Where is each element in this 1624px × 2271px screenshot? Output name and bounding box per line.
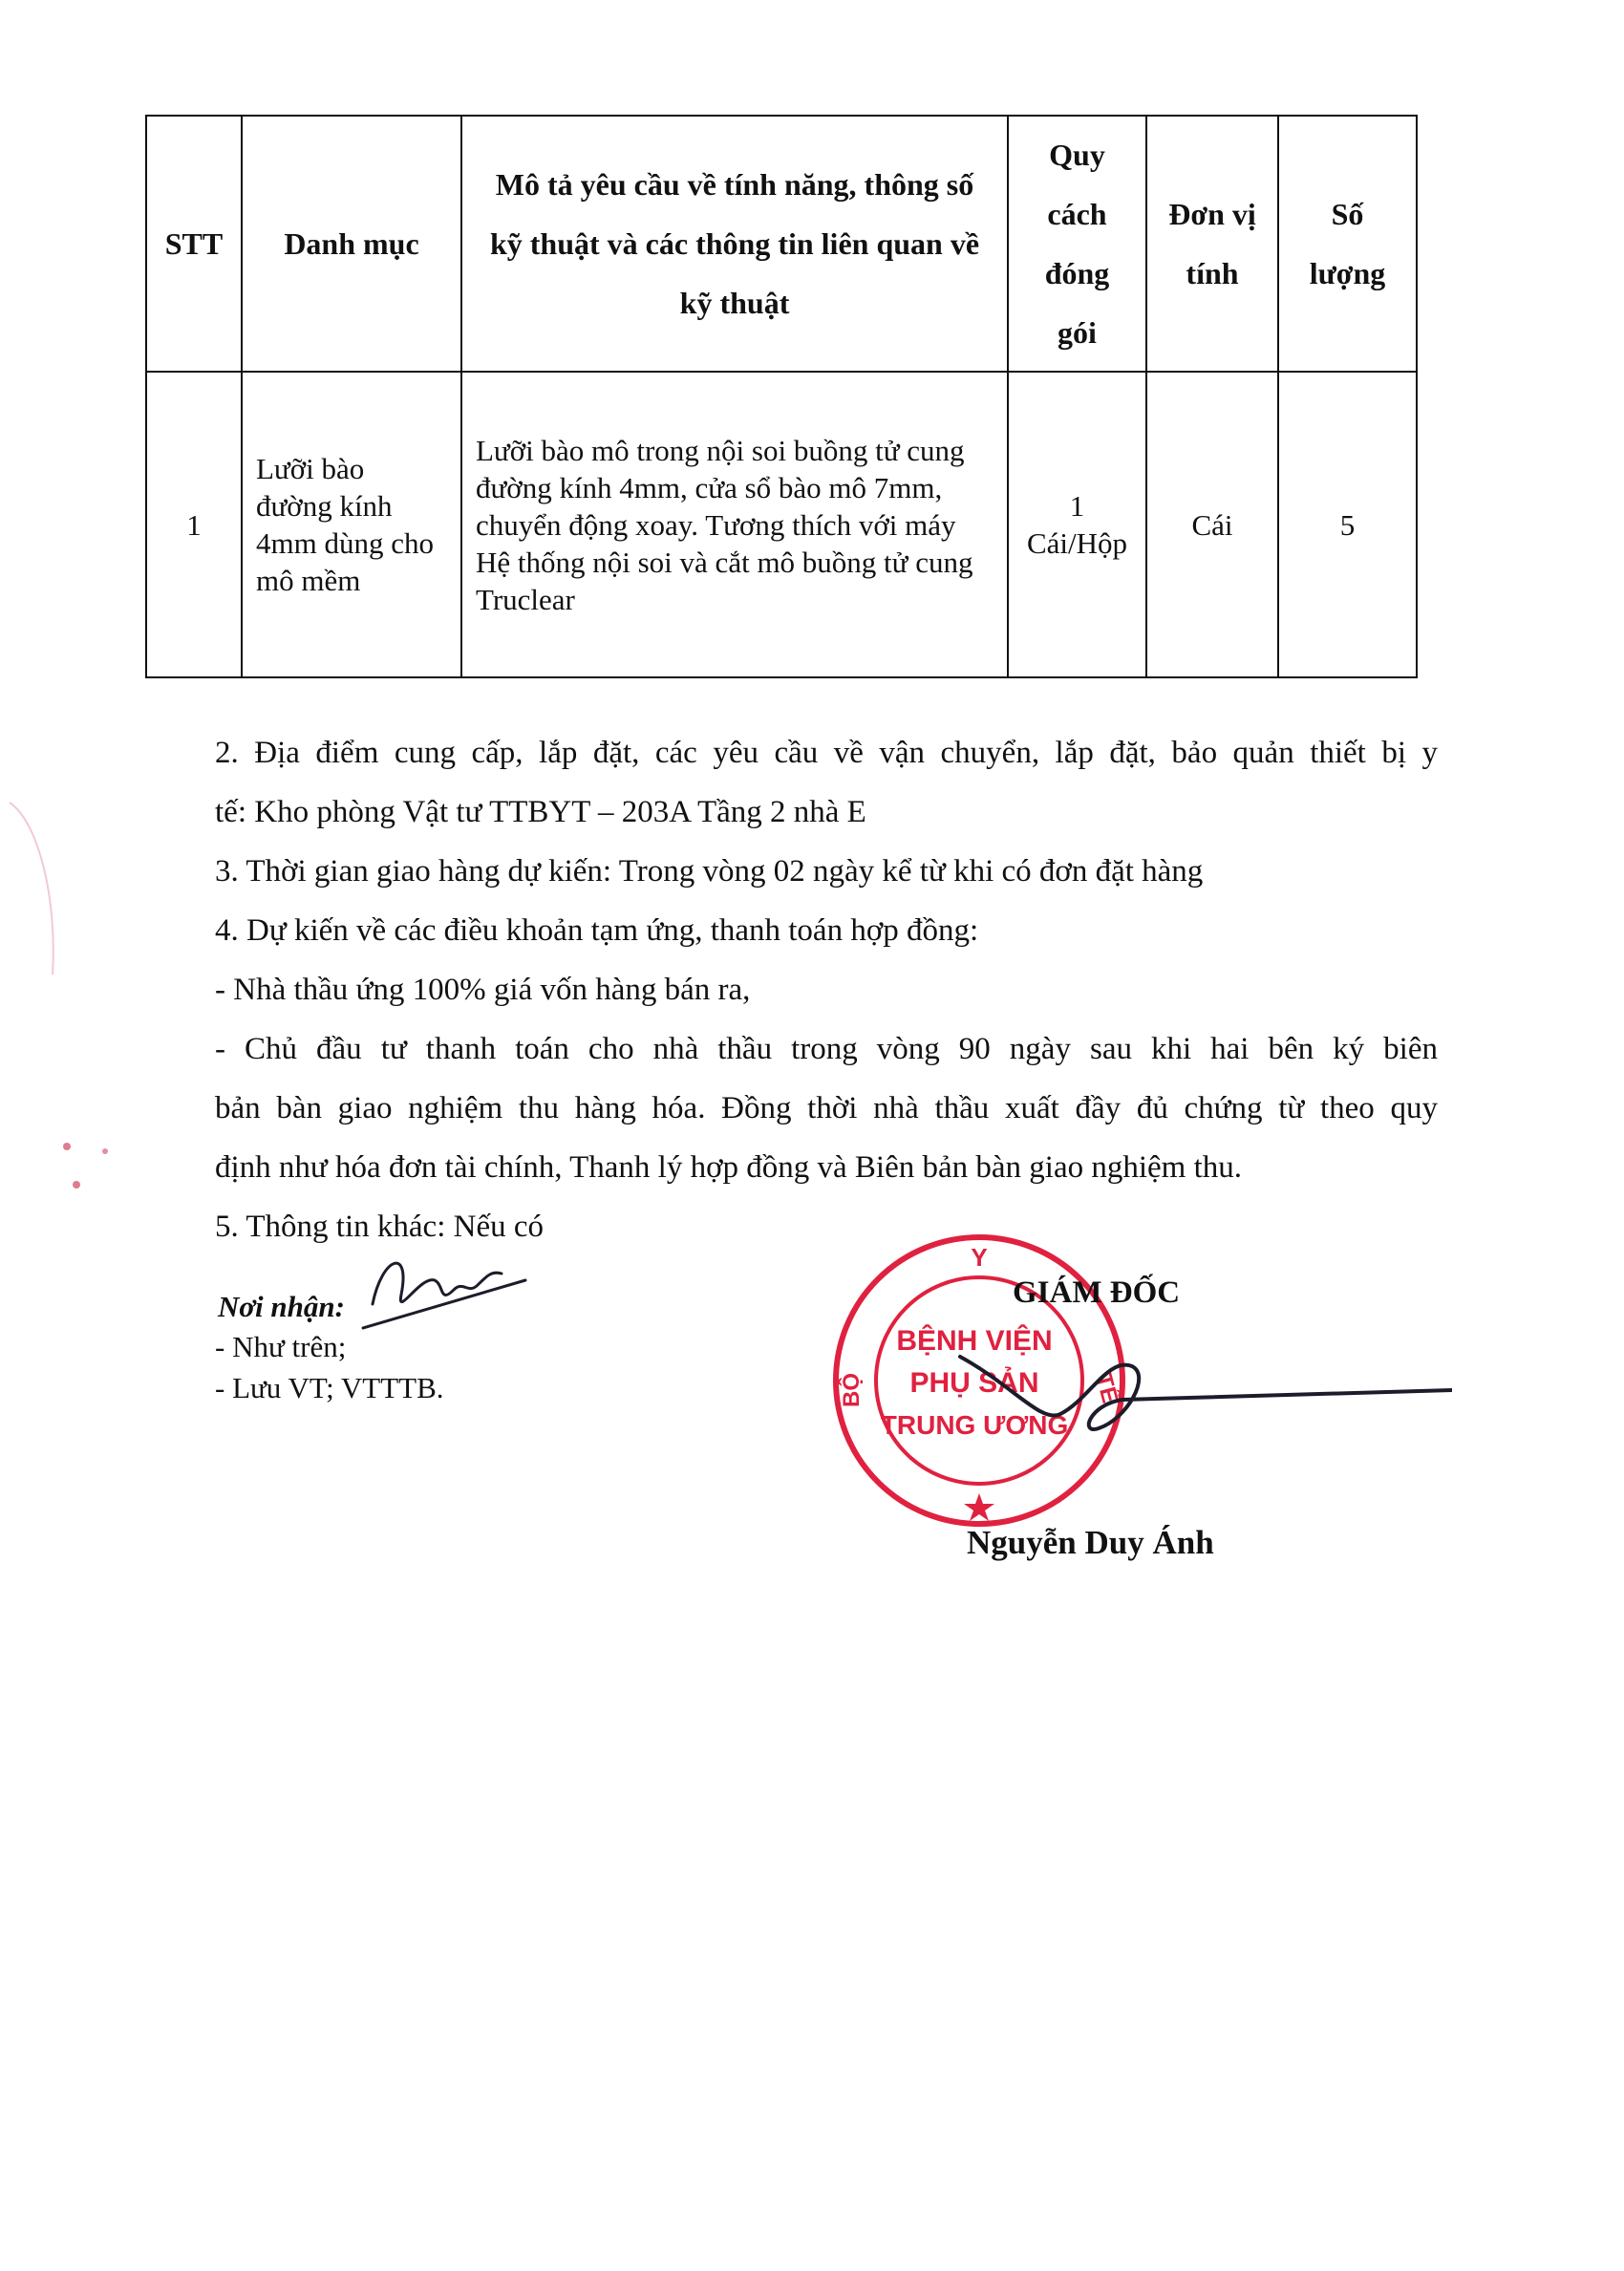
- section-4-payment-line1: - Chủ đầu tư thanh toán cho nhà thầu trong vòng 90 ngày sau khi hai bên ký biên: [215, 1032, 1438, 1066]
- header-danh-muc: Danh mục: [242, 116, 461, 372]
- section-5: 5. Thông tin khác: Nếu có: [215, 1210, 544, 1244]
- cell-quy-cach: 1 Cái/Hộp: [1008, 372, 1146, 677]
- cell-so-luong: 5: [1278, 372, 1417, 677]
- director-title: GIÁM ĐỐC: [1013, 1275, 1181, 1310]
- section-4-payment-line2: bản bàn giao nghiệm thu hàng hóa. Đồng thời nhà thầu xuất đầy đủ chứng từ theo quy: [215, 1091, 1438, 1125]
- header-stt: STT: [146, 116, 242, 372]
- stamp-ring-top: Y: [971, 1243, 988, 1272]
- recipient-item: - Lưu VT; VTTTB.: [215, 1371, 444, 1404]
- section-2-line1: 2. Địa điểm cung cấp, lắp đặt, các yêu cầu về vận chuyển, lắp đặt, bảo quản thiết bị y: [215, 736, 1438, 770]
- stamp-star-icon: [964, 1493, 994, 1521]
- header-don-vi: Đơn vị tính: [1146, 116, 1278, 372]
- section-4-payment-line3: định như hóa đơn tài chính, Thanh lý hợp đồng và Biên bản bàn giao nghiệm thu.: [215, 1150, 1243, 1185]
- stamp-ring-left: BỘ: [839, 1373, 865, 1407]
- header-quy-cach: Quy cách đóng gói: [1008, 116, 1146, 372]
- section-3: 3. Thời gian giao hàng dự kiến: Trong vòng 02 ngày kể từ khi có đơn đặt hàng: [215, 854, 1204, 889]
- cell-mo-ta: Lưỡi bào mô trong nội soi buồng tử cung đường kính 4mm, cửa sổ bào mô 7mm, chuyển động xoay. Tương thích với máy Hệ thống nội soi và cắt mô buồng tử cung Truclear: [461, 372, 1008, 677]
- cell-stt: 1: [146, 372, 242, 677]
- initials-signature: [344, 1237, 535, 1342]
- margin-stamp-residue: [0, 764, 134, 1223]
- stamp-line1: BỆNH VIỆN: [896, 1325, 1053, 1357]
- cell-danh-muc: Lưỡi bào đường kính 4mm dùng cho mô mềm: [242, 372, 461, 677]
- header-so-luong: Số lượng: [1278, 116, 1417, 372]
- cell-don-vi: Cái: [1146, 372, 1278, 677]
- stamp-line2: PHỤ SẢN: [909, 1367, 1039, 1399]
- recipient-item: - Như trên;: [215, 1330, 347, 1363]
- section-4-advance: - Nhà thầu ứng 100% giá vốn hàng bán ra,: [215, 973, 751, 1007]
- director-name: Nguyễn Duy Ánh: [967, 1524, 1214, 1561]
- stamp-line3: TRUNG ƯƠNG: [880, 1410, 1069, 1440]
- stamp-ring-right: TẾ: [1090, 1370, 1123, 1406]
- section-2-line2: tế: Kho phòng Vật tư TTBYT – 203A Tầng 2 nhà E: [215, 795, 866, 829]
- section-4: 4. Dự kiến về các điều khoản tạm ứng, thanh toán hợp đồng:: [215, 913, 979, 948]
- recipients-title: Nơi nhận:: [218, 1290, 345, 1323]
- table-header-row: [146, 116, 1417, 372]
- specification-table: [145, 115, 1418, 678]
- header-mo-ta: Mô tả yêu cầu về tính năng, thông số kỹ thuật và các thông tin liên quan về kỹ thuật: [461, 116, 1008, 372]
- table-row: [146, 372, 1417, 677]
- director-signature: [955, 1347, 1452, 1452]
